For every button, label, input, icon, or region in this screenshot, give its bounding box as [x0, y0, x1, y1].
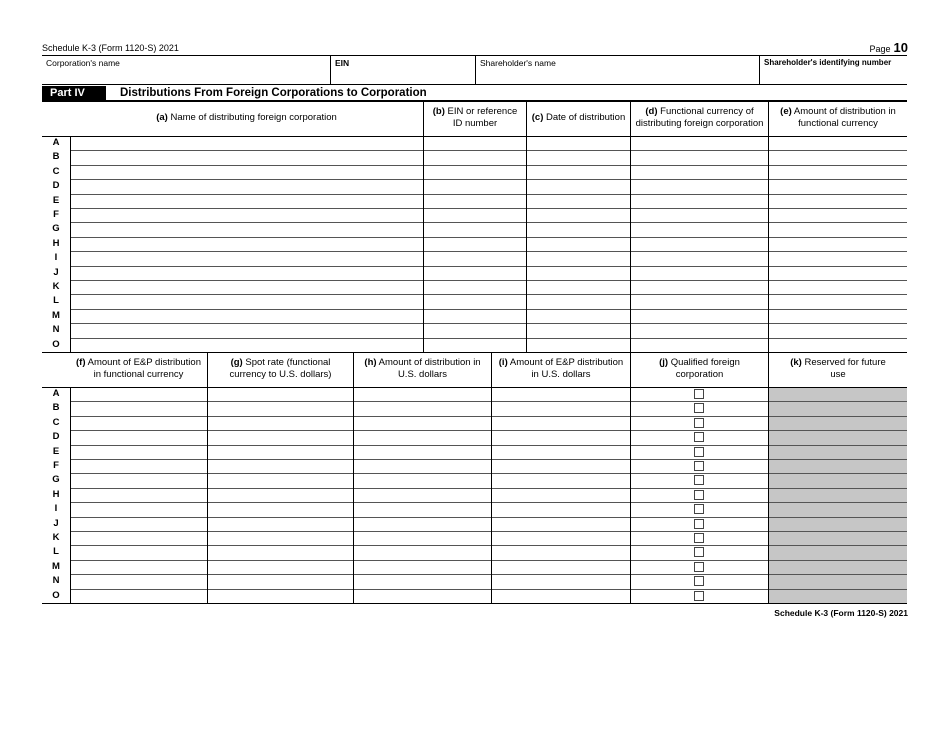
- table1-cell-a[interactable]: [71, 238, 422, 250]
- qualified-foreign-corporation-checkbox[interactable]: [694, 547, 704, 557]
- table2-cell-f[interactable]: [71, 446, 206, 458]
- table2-cell-h[interactable]: [354, 575, 490, 587]
- qualified-foreign-corporation-checkbox[interactable]: [694, 562, 704, 572]
- table2-cell-h[interactable]: [354, 561, 490, 573]
- table2-cell-h[interactable]: [354, 546, 490, 558]
- table1-cell-d[interactable]: [631, 209, 767, 221]
- table1-cell-a[interactable]: [71, 252, 422, 264]
- table1-cell-a[interactable]: [71, 324, 422, 336]
- qualified-foreign-corporation-checkbox[interactable]: [694, 389, 704, 399]
- table1-cell-d[interactable]: [631, 267, 767, 279]
- table1-cell-a[interactable]: [71, 223, 422, 235]
- table2-cell-g[interactable]: [208, 546, 352, 558]
- table2-cell-h[interactable]: [354, 518, 490, 530]
- table2-cell-h[interactable]: [354, 503, 490, 515]
- qualified-foreign-corporation-checkbox[interactable]: [694, 461, 704, 471]
- table1-cell-b[interactable]: [424, 310, 525, 322]
- table1-cell-b[interactable]: [424, 295, 525, 307]
- ein-field[interactable]: [331, 56, 475, 85]
- table2-cell-g[interactable]: [208, 489, 352, 501]
- column-header-g: (g) Spot rate (functional currency to U.S. dollars): [229, 357, 332, 380]
- table1-cell-b[interactable]: [424, 137, 525, 149]
- column-header-d: (d) Functional currency of distributing foreign corporation: [635, 106, 764, 129]
- table2-cell-g[interactable]: [208, 460, 352, 472]
- table1-cell-c[interactable]: [527, 238, 629, 250]
- page-label: Page: [869, 44, 891, 54]
- table1-cell-e[interactable]: [769, 166, 906, 178]
- table1-cell-d[interactable]: [631, 339, 767, 351]
- row-label: C: [52, 416, 60, 428]
- table1-cell-e[interactable]: [769, 281, 906, 293]
- table2-cell-f[interactable]: [71, 561, 206, 573]
- table2-cell-f[interactable]: [71, 518, 206, 530]
- table2-cell-g[interactable]: [208, 402, 352, 414]
- table1-cell-b[interactable]: [424, 324, 525, 336]
- shareholder-id-label: Shareholder's identifying number: [764, 58, 892, 67]
- table1-cell-d[interactable]: [631, 137, 767, 149]
- table1-cell-d[interactable]: [631, 324, 767, 336]
- column-header-k: (k) Reserved for future use: [790, 357, 886, 380]
- shareholder-name-label: Shareholder's name: [480, 58, 556, 68]
- row-label: F: [53, 209, 59, 220]
- qualified-foreign-corporation-checkbox[interactable]: [694, 403, 704, 413]
- table1-cell-c[interactable]: [527, 137, 629, 149]
- page-number: [870, 40, 909, 55]
- part-tag: Part IV: [42, 86, 106, 100]
- row-label: N: [52, 324, 60, 336]
- row-label: D: [52, 431, 60, 443]
- page-number-value: 10: [893, 40, 908, 55]
- qualified-foreign-corporation-checkbox[interactable]: [694, 576, 704, 586]
- table2-cell-g[interactable]: [208, 417, 352, 429]
- table1-cell-b[interactable]: [424, 180, 525, 192]
- table2-cell-i[interactable]: [492, 590, 629, 602]
- table1-cell-b[interactable]: [424, 267, 525, 279]
- column-header-e: (e) Amount of distribution in functional currency: [780, 106, 896, 129]
- row-label: D: [52, 180, 60, 192]
- table1-cell-a[interactable]: [71, 339, 422, 351]
- table1-top-rule: [42, 101, 907, 102]
- table1-cell-c[interactable]: [527, 209, 629, 221]
- row-label: I: [54, 252, 58, 264]
- row-label: B: [52, 402, 60, 414]
- row-label: L: [53, 546, 59, 558]
- row-label: K: [52, 532, 60, 543]
- table1-cell-c[interactable]: [527, 295, 629, 307]
- table1-cell-d[interactable]: [631, 223, 767, 235]
- table2-cell-g[interactable]: [208, 575, 352, 587]
- table1-cell-c[interactable]: [527, 310, 629, 322]
- table1-cell-c[interactable]: [527, 195, 629, 207]
- row-label: N: [52, 575, 60, 587]
- table2-cell-g[interactable]: [208, 446, 352, 458]
- table1-cell-a[interactable]: [71, 151, 422, 163]
- qualified-foreign-corporation-checkbox[interactable]: [694, 447, 704, 457]
- column-header-i: (i) Amount of E&P distribution in U.S. dollars: [498, 357, 624, 380]
- table1-cell-d[interactable]: [631, 195, 767, 207]
- table1-cell-c[interactable]: [527, 324, 629, 336]
- row-label: M: [52, 309, 60, 321]
- row-label: J: [53, 266, 59, 278]
- table1-cell-e[interactable]: [769, 223, 906, 235]
- ein-label: EIN: [335, 58, 350, 68]
- form-title: Schedule K-3 (Form 1120-S) 2021: [42, 43, 179, 53]
- table2-cell-h[interactable]: [354, 474, 490, 486]
- qualified-foreign-corporation-checkbox[interactable]: [694, 418, 704, 428]
- footer-form-title: Schedule K-3 (Form 1120-S) 2021: [774, 608, 908, 618]
- table2-cell-f[interactable]: [71, 460, 206, 472]
- table2-cell-i[interactable]: [492, 532, 629, 544]
- table1-cell-a[interactable]: [71, 310, 422, 322]
- row-label: H: [52, 237, 60, 249]
- table1-cell-a[interactable]: [71, 180, 422, 192]
- table2-cell-i[interactable]: [492, 431, 629, 443]
- corporation-name-field[interactable]: [42, 56, 330, 85]
- table1-cell-e[interactable]: [769, 195, 906, 207]
- table1-cell-e[interactable]: [769, 267, 906, 279]
- row-label: A: [52, 137, 60, 148]
- table2-cell-h[interactable]: [354, 460, 490, 472]
- row-label: F: [53, 460, 59, 471]
- table1-cell-d[interactable]: [631, 295, 767, 307]
- table1-cell-e[interactable]: [769, 238, 906, 250]
- table2-cell-f[interactable]: [71, 546, 206, 558]
- table1-cell-d[interactable]: [631, 166, 767, 178]
- part-header: [42, 86, 907, 101]
- table1-cell-b[interactable]: [424, 151, 525, 163]
- qualified-foreign-corporation-checkbox[interactable]: [694, 432, 704, 442]
- table1-cell-a[interactable]: [71, 166, 422, 178]
- row-label: H: [52, 488, 60, 500]
- row-label: C: [52, 165, 60, 177]
- row-label: O: [52, 338, 60, 350]
- column-header-c: (c) Date of distribution: [531, 112, 626, 123]
- column-header-a: (a) Name of distributing foreign corporation: [156, 112, 337, 123]
- table2-bottom-rule: [42, 603, 907, 604]
- column-header-b: (b) EIN or reference ID number: [432, 106, 518, 129]
- shareholder-name-field[interactable]: [476, 56, 759, 85]
- qualified-foreign-corporation-checkbox[interactable]: [694, 591, 704, 601]
- row-label: K: [52, 281, 60, 292]
- table2-cell-i[interactable]: [492, 518, 629, 530]
- table1-cell-a[interactable]: [71, 209, 422, 221]
- table2-cell-i[interactable]: [492, 402, 629, 414]
- table1-cell-d[interactable]: [631, 151, 767, 163]
- row-label: L: [53, 295, 59, 307]
- table2-cell-g[interactable]: [208, 532, 352, 544]
- column-header-h: (h) Amount of distribution in U.S. dollars: [364, 357, 481, 380]
- row-label: A: [52, 388, 60, 399]
- table2-cell-f[interactable]: [71, 503, 206, 515]
- table2-cell-i[interactable]: [492, 460, 629, 472]
- table1-cell-c[interactable]: [527, 281, 629, 293]
- table2-cell-g[interactable]: [208, 431, 352, 443]
- table2-cell-i[interactable]: [492, 489, 629, 501]
- table2-cell-g[interactable]: [208, 503, 352, 515]
- row-label: G: [52, 223, 60, 235]
- table1-cell-d[interactable]: [631, 310, 767, 322]
- qualified-foreign-corporation-checkbox[interactable]: [694, 533, 704, 543]
- reserved-column-shading: [769, 388, 907, 603]
- table2-cell-f[interactable]: [71, 575, 206, 587]
- table1-cell-e[interactable]: [769, 209, 906, 221]
- table1-cell-b[interactable]: [424, 223, 525, 235]
- column-header-j: (j) Qualified foreign corporation: [659, 357, 740, 380]
- table2-cell-g[interactable]: [208, 561, 352, 573]
- shareholder-id-field[interactable]: [760, 56, 907, 85]
- table2-cell-i[interactable]: [492, 388, 629, 400]
- table1-cell-e[interactable]: [769, 310, 906, 322]
- row-label: G: [52, 474, 60, 486]
- table1-cell-a[interactable]: [71, 281, 422, 293]
- row-label: M: [52, 560, 60, 572]
- table2-cell-f[interactable]: [71, 474, 206, 486]
- table1-cell-a[interactable]: [71, 195, 422, 207]
- table1-cell-c[interactable]: [527, 252, 629, 264]
- table2-cell-f[interactable]: [71, 402, 206, 414]
- table2-cell-h[interactable]: [354, 446, 490, 458]
- table2-cell-h[interactable]: [354, 402, 490, 414]
- table2-cell-i[interactable]: [492, 417, 629, 429]
- qualified-foreign-corporation-checkbox[interactable]: [694, 519, 704, 529]
- table2-cell-i[interactable]: [492, 446, 629, 458]
- table2-cell-g[interactable]: [208, 388, 352, 400]
- row-label: O: [52, 589, 60, 601]
- table2-cell-h[interactable]: [354, 489, 490, 501]
- qualified-foreign-corporation-checkbox[interactable]: [694, 490, 704, 500]
- table1-cell-c[interactable]: [527, 151, 629, 163]
- table2-column-divider: [630, 352, 631, 603]
- column-header-f: (f) Amount of E&P distribution in functional currency: [76, 357, 201, 380]
- table1-cell-e[interactable]: [769, 324, 906, 336]
- table1-cell-d[interactable]: [631, 180, 767, 192]
- table2-cell-i[interactable]: [492, 575, 629, 587]
- table1-cell-b[interactable]: [424, 252, 525, 264]
- table1-cell-c[interactable]: [527, 339, 629, 351]
- table1-cell-a[interactable]: [71, 295, 422, 307]
- table1-cell-d[interactable]: [631, 238, 767, 250]
- table2-cell-h[interactable]: [354, 388, 490, 400]
- table2-cell-f[interactable]: [71, 431, 206, 443]
- table1-cell-a[interactable]: [71, 137, 422, 149]
- table1-cell-e[interactable]: [769, 151, 906, 163]
- table2-cell-h[interactable]: [354, 417, 490, 429]
- qualified-foreign-corporation-checkbox[interactable]: [694, 475, 704, 485]
- table1-cell-b[interactable]: [424, 339, 525, 351]
- table2-cell-i[interactable]: [492, 546, 629, 558]
- identification-row: [42, 55, 907, 85]
- row-label: I: [54, 503, 58, 515]
- table2-cell-f[interactable]: [71, 388, 206, 400]
- qualified-foreign-corporation-checkbox[interactable]: [694, 504, 704, 514]
- table1-cell-e[interactable]: [769, 295, 906, 307]
- table2-cell-g[interactable]: [208, 590, 352, 602]
- table2-cell-f[interactable]: [71, 417, 206, 429]
- table1-cell-b[interactable]: [424, 166, 525, 178]
- table1-cell-c[interactable]: [527, 223, 629, 235]
- table2-cell-f[interactable]: [71, 590, 206, 602]
- table1-cell-b[interactable]: [424, 209, 525, 221]
- table1-cell-d[interactable]: [631, 281, 767, 293]
- table1-cell-e[interactable]: [769, 180, 906, 192]
- table2-cell-f[interactable]: [71, 532, 206, 544]
- table1-cell-a[interactable]: [71, 267, 422, 279]
- table1-cell-b[interactable]: [424, 238, 525, 250]
- table2-cell-h[interactable]: [354, 532, 490, 544]
- row-label: J: [53, 517, 59, 529]
- table2-cell-i[interactable]: [492, 474, 629, 486]
- table1-bottom-rule: [42, 352, 907, 353]
- row-label: E: [52, 445, 60, 457]
- table1-cell-e[interactable]: [769, 137, 906, 149]
- table1-cell-e[interactable]: [769, 252, 906, 264]
- row-label: E: [52, 194, 60, 206]
- table2-cell-g[interactable]: [208, 518, 352, 530]
- table1-cell-b[interactable]: [424, 195, 525, 207]
- table1-cell-c[interactable]: [527, 180, 629, 192]
- table1-cell-c[interactable]: [527, 166, 629, 178]
- table2-column-divider: [768, 352, 769, 603]
- table2-cell-i[interactable]: [492, 503, 629, 515]
- table2-cell-i[interactable]: [492, 561, 629, 573]
- corporation-name-label: Corporation's name: [46, 58, 120, 68]
- part-title: Distributions From Foreign Corporations to Corporation: [120, 87, 427, 99]
- table2-cell-h[interactable]: [354, 590, 490, 602]
- table2-cell-h[interactable]: [354, 431, 490, 443]
- table1-cell-d[interactable]: [631, 252, 767, 264]
- table2-cell-g[interactable]: [208, 474, 352, 486]
- row-label: B: [52, 151, 60, 163]
- table1-cell-b[interactable]: [424, 281, 525, 293]
- table1-cell-e[interactable]: [769, 339, 906, 351]
- table1-cell-c[interactable]: [527, 267, 629, 279]
- table2-cell-f[interactable]: [71, 489, 206, 501]
